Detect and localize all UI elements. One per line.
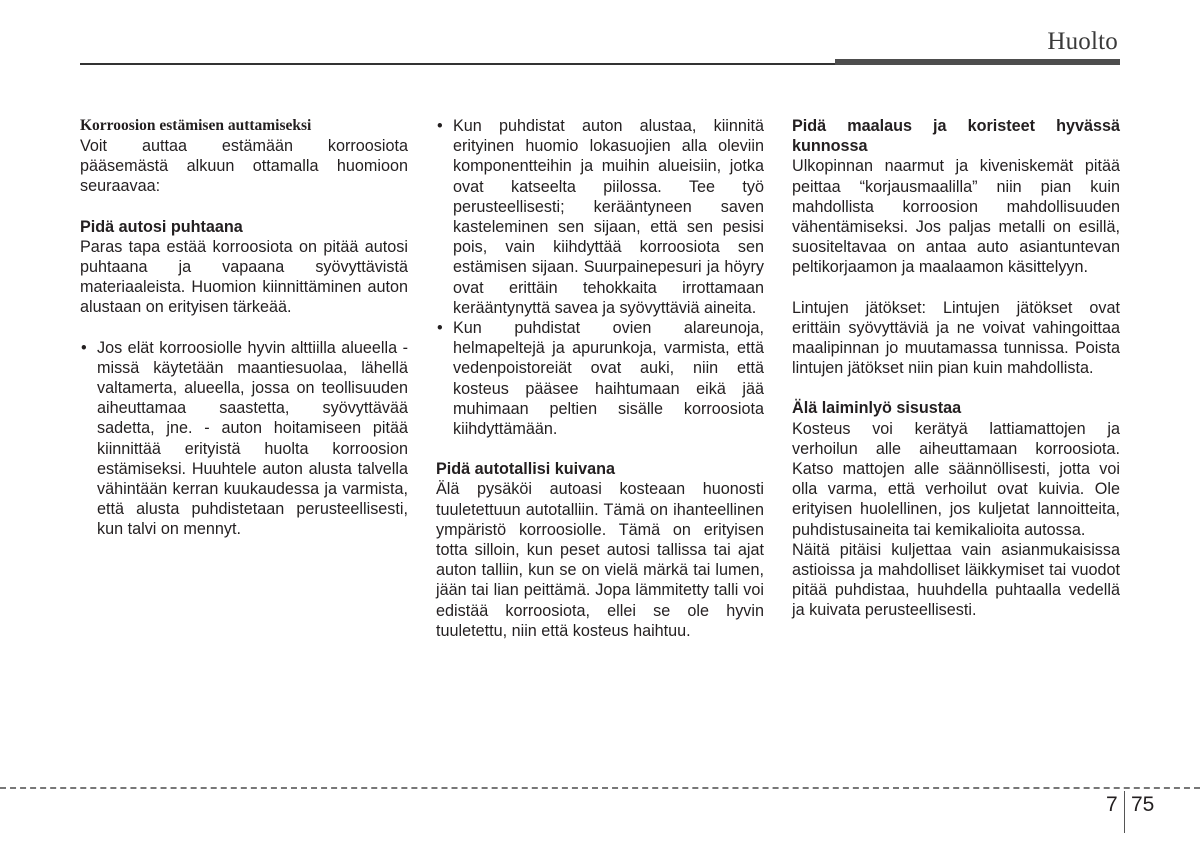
page-number-divider <box>1124 791 1125 833</box>
bullet-dot: • <box>437 319 443 338</box>
paragraph-bird-droppings: Lintujen jätökset: Lintujen jätökset ovat erittäin syövyttäviä ja ne voivat vahingoittaa maalipinnan jo muutamassa tunnissa. Poista lintujen jätökset niin pian kuin mahdollista. <box>792 298 1120 378</box>
paragraph-garage: Älä pysäköi autoasi kosteaan huonosti tuuletettuun autotalliin. Tämä on ihanteellinen ympäristö korroosiolle. Tämä on erityisen totta silloin, kun peset autosi tallissa tai ajat auton talliin, kun se on vielä märkä tai lumen, jään tai lian peittämä. Jopa lämmitetty talli voi edistää korroosiota, ellei se ole hyvin tuuletettu, niin että kosteus haihtuu. <box>436 480 764 640</box>
paragraph-keep-clean: Paras tapa estää korroosiota on pitää autosi puhtaana ja vapaana syövyttävistä materiaaleista. Huomion kiinnittäminen auton alustaan on erityisen tärkeää. <box>80 237 408 317</box>
intro-paragraph: Voit auttaa estämään korroosiota pääsemästä alkuun ottamalla huomioon seuraavaa: <box>80 137 408 196</box>
paragraph-interior-1: Kosteus voi kerätyä lattiamattojen ja verhoilun alle aiheuttamaan korroosiota. Katso mattojen alle säännöllisesti, jotta voi olla varma, että verhoilut ovat kuivia. Ole erityisen huolellinen, jos kuljetat lannoitteita, puhdistusaineita tai kemikalioita autossa. <box>792 419 1120 539</box>
column-left <box>80 116 408 540</box>
subheading-paint: Pidä maalaus ja koristeet hyvässä kunnossa <box>792 117 1120 156</box>
header-rule-accent <box>835 59 1120 65</box>
page-number <box>1082 791 1200 845</box>
bullet-item <box>436 318 764 439</box>
page-number-value: 75 <box>1131 793 1155 816</box>
subheading-garage: Pidä autotallisi kuivana <box>436 460 616 479</box>
bullet-dot: • <box>81 338 87 357</box>
paragraph-paint: Ulkopinnan naarmut ja kiveniskemät pitää peittaa “korjausmaalilla” niin pian kuin mahdollista korroosion mahdollisuuden vähentämiseksi. Jos paljas metalli on esillä, suositeltavaa on antaa auto asiantuntevan peltikorjaamon ja maalaamon käsittelyyn. <box>792 157 1120 277</box>
header-rule <box>80 63 840 65</box>
column-right <box>792 116 1120 621</box>
chapter-number: 7 <box>1106 793 1118 816</box>
bullet-text: Kun puhdistat ovien alareunoja, helmapeltejä ja apurunkoja, varmista, että vedenpoistoreiät ovat auki, niin että kosteus pääsee haihtumaan eikä jää muhimaan peltien sisälle korroosiota kiihdyttämään. <box>453 319 764 439</box>
bullet-text: Kun puhdistat auton alustaa, kiinnitä erityinen huomio lokasuojien alla oleviin komponentteihin ja muihin alueisiin, jotka ovat katseelta piilossa. Tee työ perusteellisesti; kerääntyneen saven kasteleminen sen sijaan, että sen pesisi pois, vain kiihdyttää korroosiota sen estämisen sijaan. Suurpainepesuri ja höyry ovat erittäin tehokkaita irrottamaan kerääntynyttä savea ja syövyttäviä aineita. <box>453 117 764 317</box>
paragraph-interior-2: Näitä pitäisi kuljettaa vain asianmukaisissa astioissa ja mahdolliset läikkymiset tai vuodot pitää puhdistaa, huuhdella puhtaalla vedellä ja kuivata perusteellisesti. <box>792 540 1120 620</box>
subheading-keep-clean: Pidä autosi puhtaana <box>80 217 243 236</box>
subheading-interior: Älä laiminlyö sisustaa <box>792 399 962 418</box>
bullet-item <box>80 338 408 540</box>
bullet-text: Jos elät korroosiolle hyvin alttiilla alueella - missä käytetään maantiesuolaa, lähellä valtamerta, alueella, jossa on teollisuuden aiheuttamaa saastetta, syövyttävää sadetta, jne. - auton hoitamiseen pitää kiinnittää erityistä huolta korroosion estämiseksi. Huuhtele auton alusta talvella vähintään kerran kuukaudessa ja varmista, että alusta puhdistetaan perusteellisesti, kun talvi on mennyt. <box>97 338 408 539</box>
column-middle <box>436 116 764 641</box>
bullet-item <box>436 116 764 318</box>
bullet-dot: • <box>437 117 443 135</box>
section-heading: Korroosion estämisen auttamiseksi <box>80 117 312 134</box>
footer-dashed-rule <box>0 787 1200 789</box>
page-header-title: Huolto <box>1047 28 1118 55</box>
